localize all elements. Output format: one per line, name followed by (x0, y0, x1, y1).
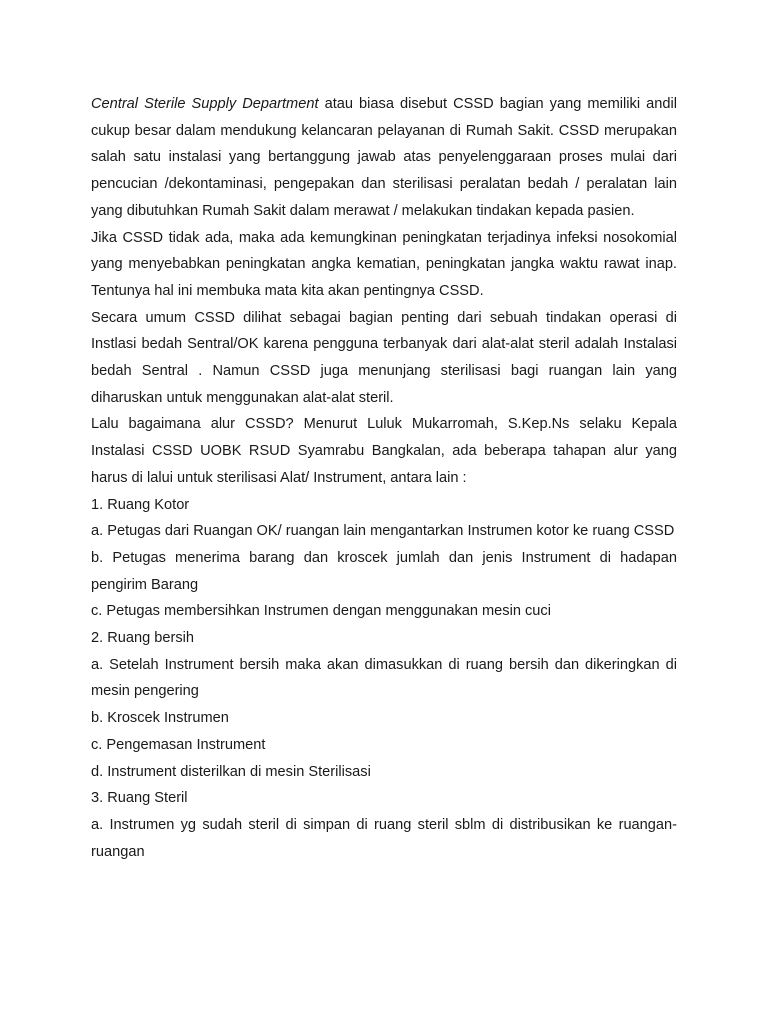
section-1-item-b: b. Petugas menerima barang dan kroscek jumlah dan jenis Instrument di hadapan pengirim Barang (91, 549, 677, 593)
paragraph-4: Lalu bagaimana alur CSSD? Menurut Luluk Mukarromah, S.Kep.Ns selaku Kepala Instalasi CSSD UOBK RSUD Syamrabu Bangkalan, ada beberapa tahapan alur yang harus di lalui untuk sterilisasi Alat/ Instrument, antara lain : (91, 416, 677, 486)
section-2-item-c: c. Pengemasan Instrument (91, 736, 266, 753)
section-1-heading: 1. Ruang Kotor (91, 496, 190, 513)
section-1-item-a: a. Petugas dari Ruangan OK/ ruangan lain mengantarkan Instrumen kotor ke ruang CSSD (91, 523, 675, 540)
paragraph-2: Jika CSSD tidak ada, maka ada kemungkinan peningkatan terjadinya infeksi nosokomial yang menyebabkan peningkatan angka kematian, peningkatan jangka waktu rawat inap. Tentunya hal ini membuka mata kita akan pentingnya CSSD. (91, 229, 677, 299)
section-2-item-b: b. Kroscek Instrumen (91, 710, 229, 727)
document-page (91, 91, 677, 865)
section-3-heading: 3. Ruang Steril (91, 790, 188, 807)
intro-text: atau biasa disebut CSSD bagian yang memiliki andil cukup besar dalam mendukung kelancaran pelayanan di Rumah Sakit. CSSD merupakan salah satu instalasi yang bertanggung jawab atas penyelenggaraan proses mulai dari pencucian /dekontaminasi, pengepakan dan sterilisasi peralatan bedah / peralatan lain yang dibutuhkan Rumah Sakit dalam merawat / melakukan tindakan kepada pasien. (91, 96, 677, 219)
section-3-item-a: a. Instrumen yg sudah steril di simpan di ruang steril sblm di distribusikan ke ruangan-ruangan (91, 816, 677, 860)
intro-paragraph (91, 91, 677, 225)
section-2-item-a: a. Setelah Instrument bersih maka akan dimasukkan di ruang bersih dan dikeringkan di mesin pengering (91, 656, 677, 700)
section-2-heading: 2. Ruang bersih (91, 630, 195, 647)
intro-italic-lead: Central Sterile Supply Department (91, 96, 319, 112)
paragraph-3: Secara umum CSSD dilihat sebagai bagian penting dari sebuah tindakan operasi di Instlasi bedah Sentral/OK karena pengguna terbanyak dari alat-alat steril adalah Instalasi bedah Sentral . Namun CSSD juga menunjang sterilisasi bagi ruangan lain yang diharuskan untuk menggunakan alat-alat steril. (91, 309, 677, 406)
section-1-item-c: c. Petugas membersihkan Instrumen dengan menggunakan mesin cuci (91, 603, 551, 620)
section-2-item-d: d. Instrument disterilkan di mesin Sterilisasi (91, 763, 371, 780)
